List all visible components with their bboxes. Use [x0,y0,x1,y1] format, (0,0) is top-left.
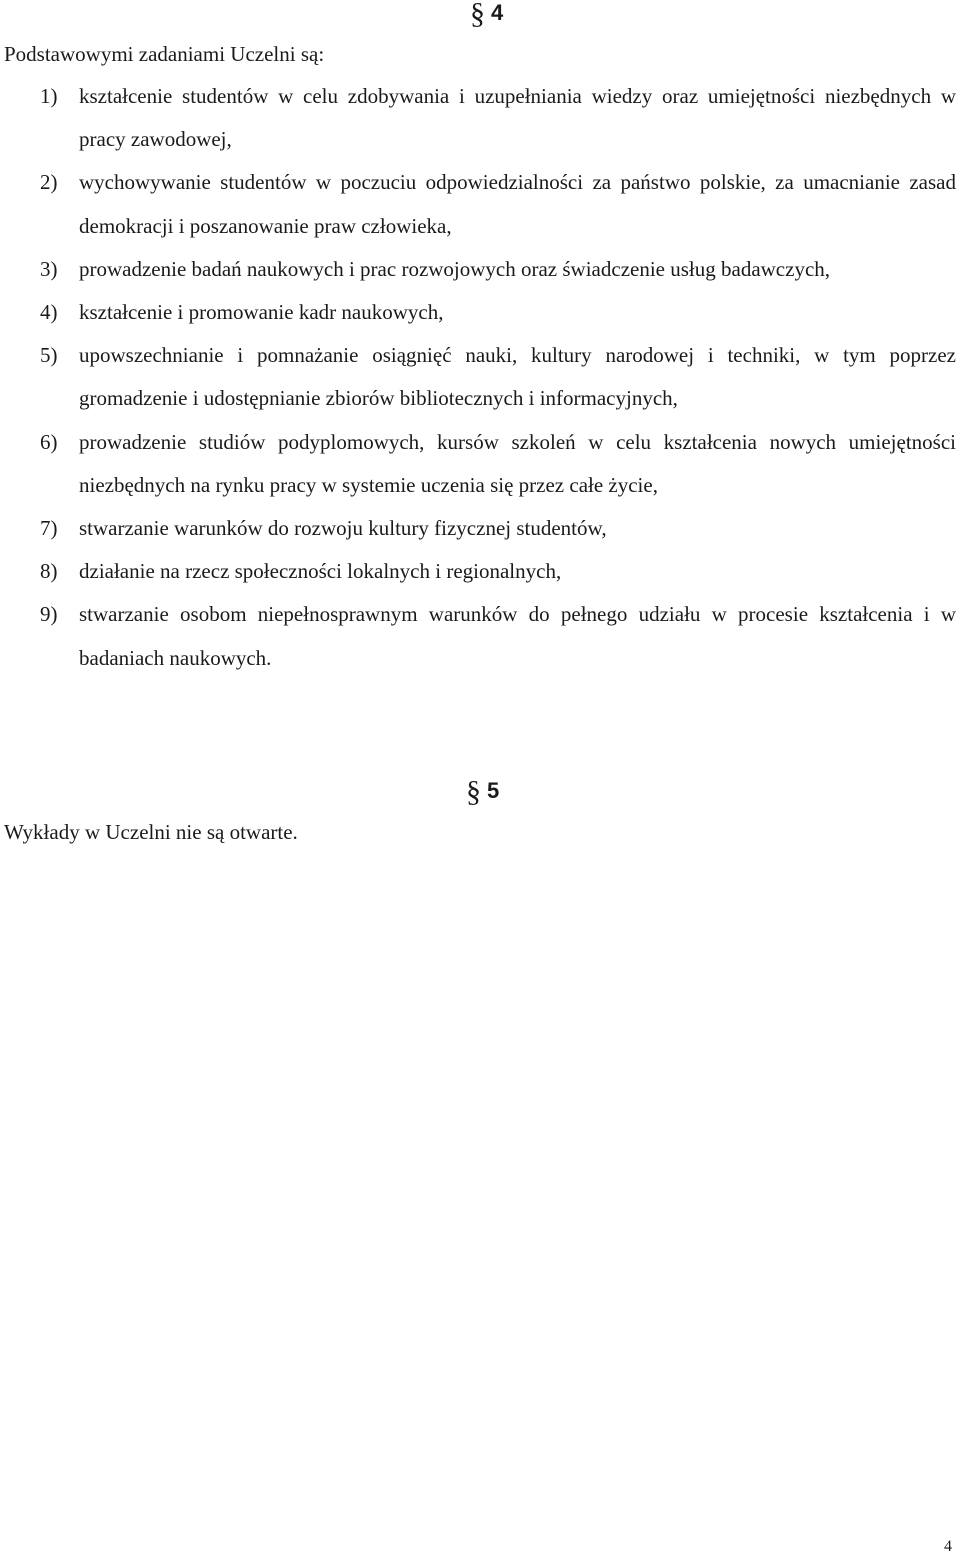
list-item-number: 8) [40,559,58,584]
task-list [40,75,956,680]
list-item-text: upowszechnianie i pomnażanie osiągnięć nauki, kultury narodowej i techniki, w tym poprzez gromadzenie i udostępnianie zbiorów bibliotecznych i informacyjnych, [79,343,956,411]
list-item [40,291,956,334]
list-item-number: 1) [40,84,58,108]
list-item [40,248,956,291]
section-4-heading [470,0,504,30]
list-item [40,334,956,420]
list-item [40,75,956,161]
section-sign-icon: § [470,0,485,30]
list-item-text: kształcenie i promowanie kadr naukowych, [79,300,444,325]
section-5-text: Wykłady w Uczelni nie są otwarte. [4,820,298,844]
section-5-heading [466,775,500,808]
list-item [40,161,956,247]
list-item-text: wychowywanie studentów w poczuciu odpowiedzialności za państwo polskie, za umacnianie zasad demokracji i poszanowanie praw człowieka, [79,170,956,238]
list-item [40,593,956,679]
section-4-number: 4 [491,0,504,25]
list-item-text: stwarzanie osobom niepełnosprawnym warunków do pełnego udziału w procesie kształcenia i w badaniach naukowych. [79,602,956,670]
list-item [40,550,956,593]
list-item-text: stwarzanie warunków do rozwoju kultury fizycznej studentów, [79,516,607,541]
section-4-intro: Podstawowymi zadaniami Uczelni są: [4,42,325,66]
list-item-number: 2) [40,170,58,195]
list-item-number: 4) [40,300,58,325]
list-item-number: 3) [40,256,58,281]
list-item-text: kształcenie studentów w celu zdobywania i uzupełniania wiedzy oraz umiejętności niezbędnych w pracy zawodowej, [79,84,956,152]
list-item-text: działanie na rzecz społeczności lokalnych i regionalnych, [79,559,562,584]
section-sign-icon: § [466,775,481,808]
list-item-number: 9) [40,602,58,627]
list-item [40,421,956,507]
list-item-number: 6) [40,429,58,454]
list-item-text: prowadzenie studiów podyplomowych, kursów szkoleń w celu kształcenia nowych umiejętności niezbędnych na rynku pracy w systemie uczenia się przez całe życie, [79,429,956,497]
list-item-number: 5) [40,343,58,368]
list-item-number: 7) [40,516,58,541]
page-number: 4 [944,1538,952,1555]
section-5-number: 5 [487,778,500,803]
list-item-text: prowadzenie badań naukowych i prac rozwojowych oraz świadczenie usług badawczych, [79,256,831,281]
list-item [40,507,956,550]
